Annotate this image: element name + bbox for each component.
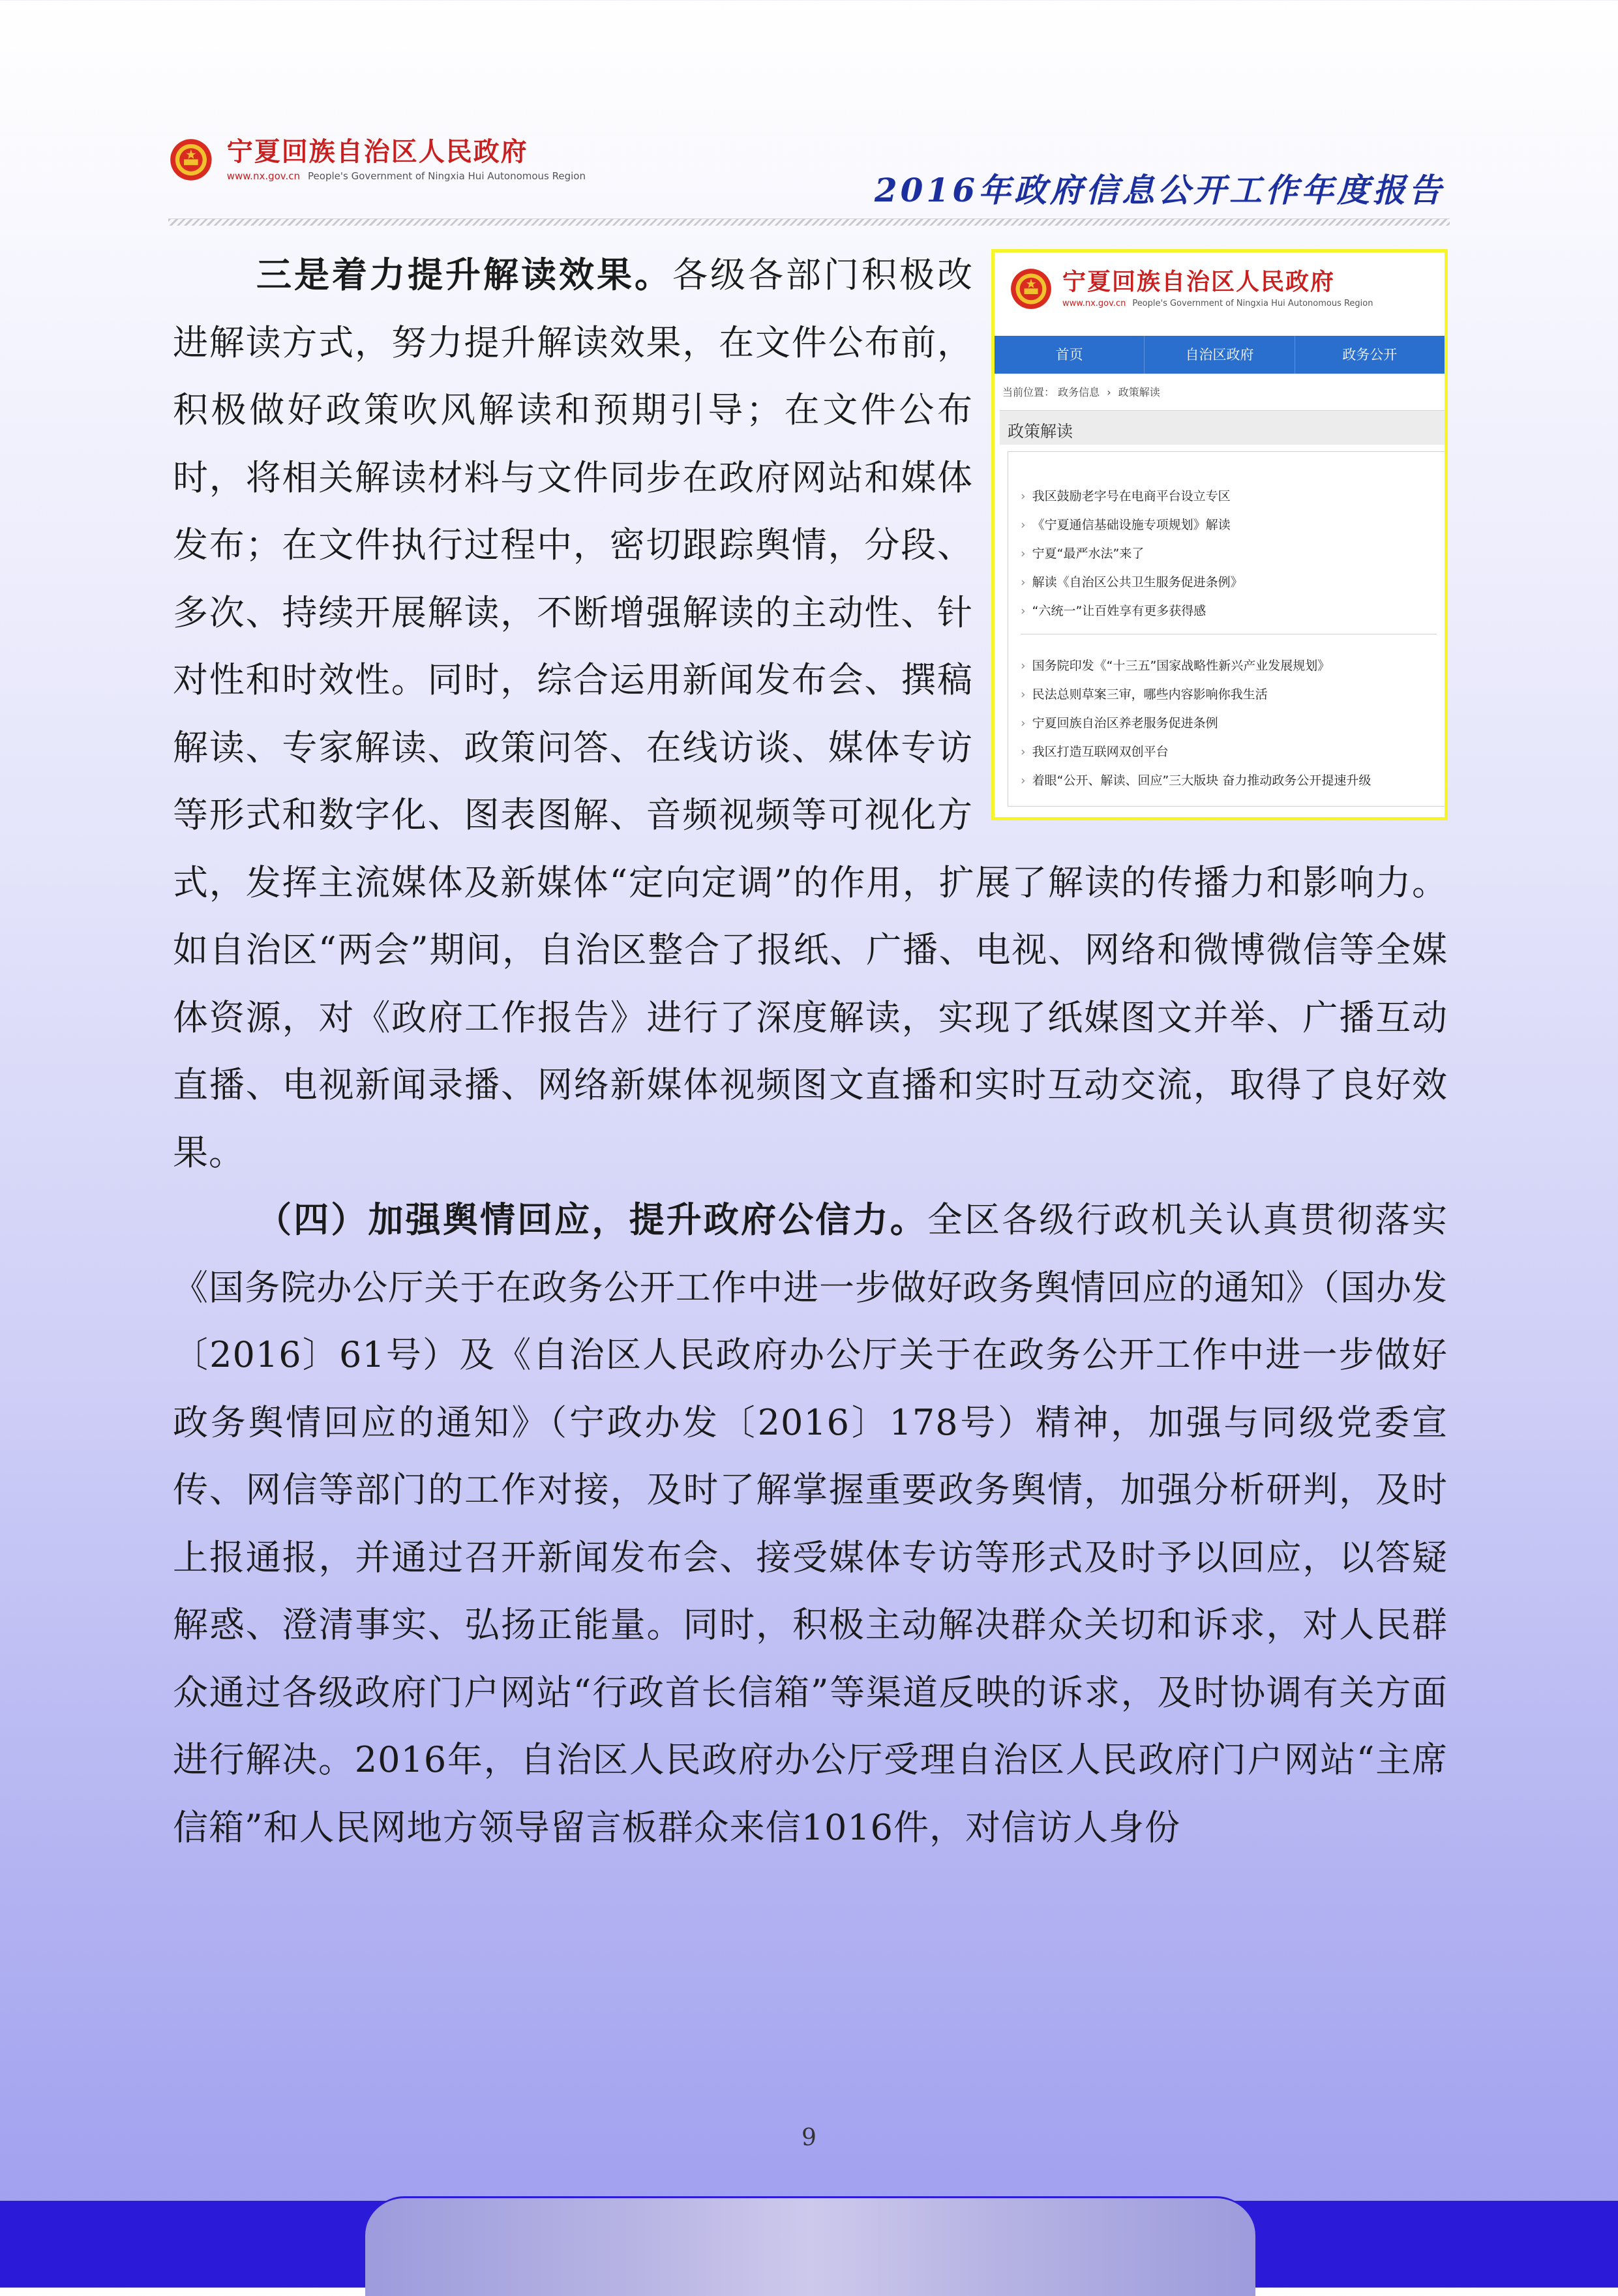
page-header <box>168 117 1450 225</box>
nav-item-open-affairs[interactable]: 政务公开 <box>1342 347 1398 363</box>
national-emblem-icon <box>168 124 214 196</box>
list-item[interactable]: › 民法总则草案三审，哪些内容影响你我生活 <box>1021 680 1437 709</box>
logo-url: www.nx.gov.cn <box>226 170 301 182</box>
list-item[interactable]: › “六统一”让百姓享有更多获得感 <box>1021 597 1437 625</box>
figure-logo-url: www.nx.gov.cn <box>1062 298 1126 308</box>
breadcrumb-item[interactable]: 政务信息 <box>1058 386 1100 398</box>
figure-logo-english: People's Government of Ningxia Hui Autonomous Region <box>1132 298 1373 308</box>
breadcrumb-item[interactable]: 政策解读 <box>1118 386 1160 398</box>
logo-title: 宁夏回族自治区人民政府 <box>226 136 528 167</box>
paragraph-text: 各级各部门积极改进解读方式，努力提升解读效果，在文件公布前，积极做好政策吹风解读和预期引导；在文件公布时，将相关解读材料与文件同步在政府网站和媒体发布；在文件执行过程中，密切跟踪舆情，分段、多次、持续开展解读，不断增强解读的主动性、针对性和时效性。同时，综合运用新闻发布会、撰稿解读、专家解读、政策问答、在线访谈、媒体专访等形式和数字化、图表图解、音频视频等可视化方式，发挥主流媒体及新媒体“定向定调”的作用，扩展了解读的传播力和影响力。如自治区“两会”期间，自治区整合了报纸、广播、电视、网络和微博微信等全媒体资源，对《政府工作报告》进行了深度解读，实现了纸媒图文并举、广播互动直播、电视新闻录播、网络新媒体视频图文直播和实时互动交流，取得了良好效果。 <box>173 254 1448 1173</box>
list-item[interactable]: › 宁夏“最严水法”来了 <box>1021 539 1437 568</box>
list-item[interactable]: › 宁夏回族自治区养老服务促进条例 <box>1021 709 1437 738</box>
main-content <box>173 241 1448 1861</box>
figure-logo <box>1009 267 1373 311</box>
footer-tab <box>365 2196 1255 2296</box>
article-list <box>1021 651 1437 795</box>
list-item[interactable]: › 《宁夏通信基础设施专项规划》解读 <box>1021 511 1437 539</box>
header-divider <box>168 218 1450 226</box>
nav-item-government[interactable]: 自治区政府 <box>1145 336 1295 374</box>
nav-item-home[interactable]: 首页 <box>995 336 1145 374</box>
paragraph-text: 全区各级行政机关认真贯彻落实《国务院办公厅关于在政务公开工作中进一步做好政务舆情回应的通知》（国办发〔2016〕61号）及《自治区人民政府办公厅关于在政务公开工作中进一步做好政务舆情回应的通知》（宁政办发〔2016〕178号）精神，加强与同级党委宣传、网信等部门的工作对接，及时了解掌握重要政务舆情，加强分析研判，及时上报通报，并通过召开新闻发布会、接受媒体专访等形式及时予以回应，以答疑解惑、澄清事实、弘扬正能量。同时，积极主动解决群众关切和诉求，对人民群众通过各级政府门户网站“行政首长信箱”等渠道反映的诉求，及时协调有关方面进行解决。2016年，自治区人民政府办公厅受理自治区人民政府门户网站“主席信箱”和人民网地方领导留言板群众来信1016件，对信访人身份 <box>173 1199 1448 1848</box>
logo-english: People's Government of Ningxia Hui Autonomous Region <box>308 170 586 182</box>
figure-logo-title: 宁夏回族自治区人民政府 <box>1062 268 1336 295</box>
list-item[interactable]: › 解读《自治区公共卫生服务促进条例》 <box>1021 568 1437 597</box>
chevron-right-icon: › <box>1107 386 1111 398</box>
report-title: 2016年政府信息公开工作年度报告 <box>874 171 1445 209</box>
site-logo <box>168 117 586 202</box>
paragraph-lead: 三是着力提升解读效果。 <box>256 254 672 295</box>
figure-nav-bar <box>995 336 1445 374</box>
website-screenshot-figure <box>991 249 1448 820</box>
paragraph-lead: （四）加强舆情回应，提升政府公信力。 <box>256 1199 927 1240</box>
paragraph-public-opinion <box>173 1186 1448 1861</box>
list-item[interactable]: › 我区打造互联网双创平台 <box>1021 738 1437 766</box>
list-item[interactable]: › 国务院印发《“十三五”国家战略性新兴产业发展规划》 <box>1021 651 1437 680</box>
page-number: 9 <box>802 2125 816 2151</box>
section-header <box>1000 410 1445 445</box>
article-list <box>1021 482 1437 625</box>
national-emblem-icon <box>1009 267 1053 311</box>
section-title: 政策解读 <box>1008 422 1073 441</box>
list-item[interactable]: › 着眼“公开、解读、回应”三大版块 奋力推动政务公开提速升级 <box>1021 766 1437 795</box>
list-item[interactable]: › 我区鼓励老字号在电商平台设立专区 <box>1021 482 1437 511</box>
breadcrumb <box>1002 384 1160 399</box>
breadcrumb-prefix: 当前位置： <box>1002 386 1055 398</box>
